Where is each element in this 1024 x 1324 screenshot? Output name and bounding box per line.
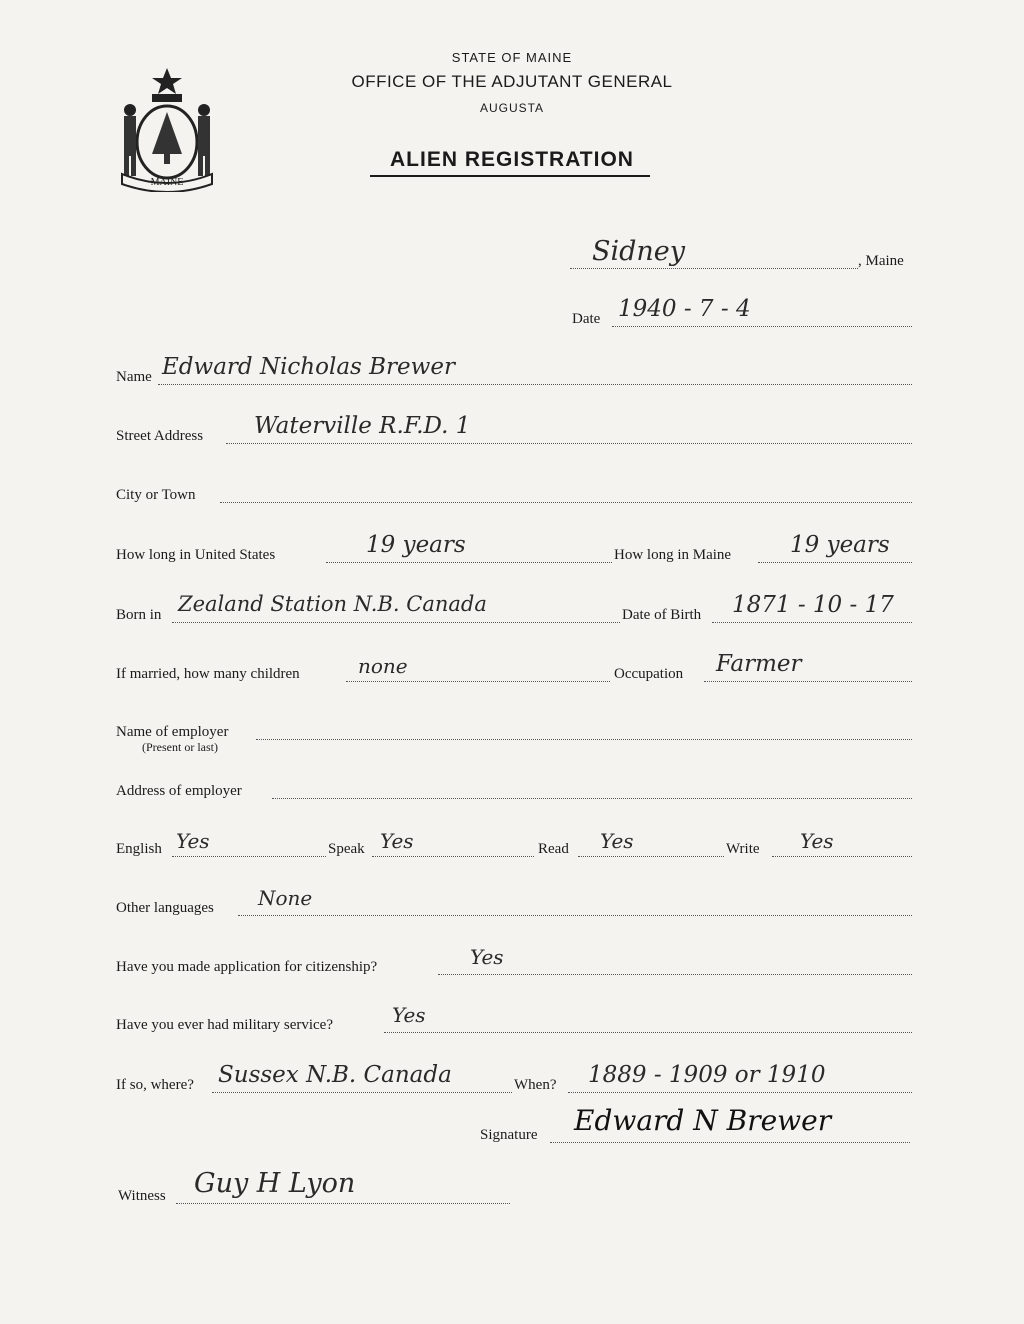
witness-line [176,1203,510,1204]
write-label: Write [726,841,760,857]
signature-line [550,1142,910,1143]
children-label: If married, how many children [116,666,300,682]
how-long-maine-label: How long in Maine [614,547,732,563]
name-value[interactable]: Edward Nicholas Brewer [162,354,455,380]
street-address-value[interactable]: Waterville R.F.D. 1 [254,413,471,439]
occupation-label: Occupation [614,666,684,682]
employer-name-label: Name of employer [116,724,229,740]
when-value[interactable]: 1889 - 1909 or 1910 [588,1062,826,1088]
military-line [384,1032,912,1033]
signature-label: Signature [480,1127,538,1143]
place-value[interactable]: Sidney [592,236,686,267]
english-line [172,856,326,857]
how-long-maine-line [758,562,912,563]
employer-name-sublabel: (Present or last) [142,740,218,754]
speak-label: Speak [328,841,365,857]
children-value[interactable]: none [358,654,408,678]
how-long-us-value[interactable]: 19 years [366,532,466,558]
date-of-birth-value[interactable]: 1871 - 10 - 17 [732,592,894,618]
maine-state-seal [112,64,222,192]
other-languages-line [238,915,912,916]
header-city: AUGUSTA [479,101,545,115]
read-value[interactable]: Yes [600,829,634,853]
born-in-label: Born in [116,607,162,623]
citizenship-value[interactable]: Yes [470,945,504,969]
witness-label: Witness [118,1188,166,1204]
other-languages-value[interactable]: None [258,886,313,910]
born-in-line [172,622,620,623]
title-underline [370,175,650,177]
date-value[interactable]: 1940 - 7 - 4 [618,296,751,322]
city-line [220,502,912,503]
seal-text: MAINE [150,177,184,188]
witness-value[interactable]: Guy H Lyon [194,1168,356,1199]
name-label: Name [116,369,152,385]
header-office: OFFICE OF THE ADJUTANT GENERAL [351,72,673,91]
english-value[interactable]: Yes [176,829,210,853]
other-languages-label: Other languages [116,900,214,916]
place-label: , Maine [858,253,904,269]
military-label: Have you ever had military service? [116,1017,333,1033]
military-value[interactable]: Yes [392,1003,426,1027]
employer-address-label: Address of employer [116,783,242,799]
read-label: Read [538,841,569,857]
speak-line [372,856,534,857]
employer-address-line [272,798,912,799]
when-line [568,1092,912,1093]
employer-name-line [256,739,912,740]
speak-value[interactable]: Yes [380,829,414,853]
write-line [772,856,912,857]
read-line [578,856,724,857]
signature-value[interactable]: Edward N Brewer [574,1104,832,1137]
date-of-birth-line [712,622,912,623]
occupation-value[interactable]: Farmer [716,651,802,677]
when-label: When? [514,1077,557,1093]
city-label: City or Town [116,487,196,503]
date-label: Date [572,311,601,327]
where-label: If so, where? [116,1077,194,1093]
citizenship-label: Have you made application for citizenship? [116,959,378,975]
where-value[interactable]: Sussex N.B. Canada [218,1062,452,1088]
born-in-value[interactable]: Zealand Station N.B. Canada [178,592,487,616]
children-line [346,681,610,682]
how-long-us-label: How long in United States [116,547,276,563]
english-label: English [116,841,162,857]
citizenship-line [438,974,912,975]
name-line [158,384,912,385]
header-state: STATE OF MAINE [451,50,573,65]
date-line [612,326,912,327]
street-address-line [226,443,912,444]
how-long-maine-value[interactable]: 19 years [790,532,890,558]
street-address-label: Street Address [116,428,204,444]
how-long-us-line [326,562,612,563]
occupation-line [704,681,912,682]
where-line [212,1092,512,1093]
form-title: ALIEN REGISTRATION [390,148,634,171]
place-line [570,268,858,269]
date-of-birth-label: Date of Birth [622,607,702,623]
write-value[interactable]: Yes [800,829,834,853]
